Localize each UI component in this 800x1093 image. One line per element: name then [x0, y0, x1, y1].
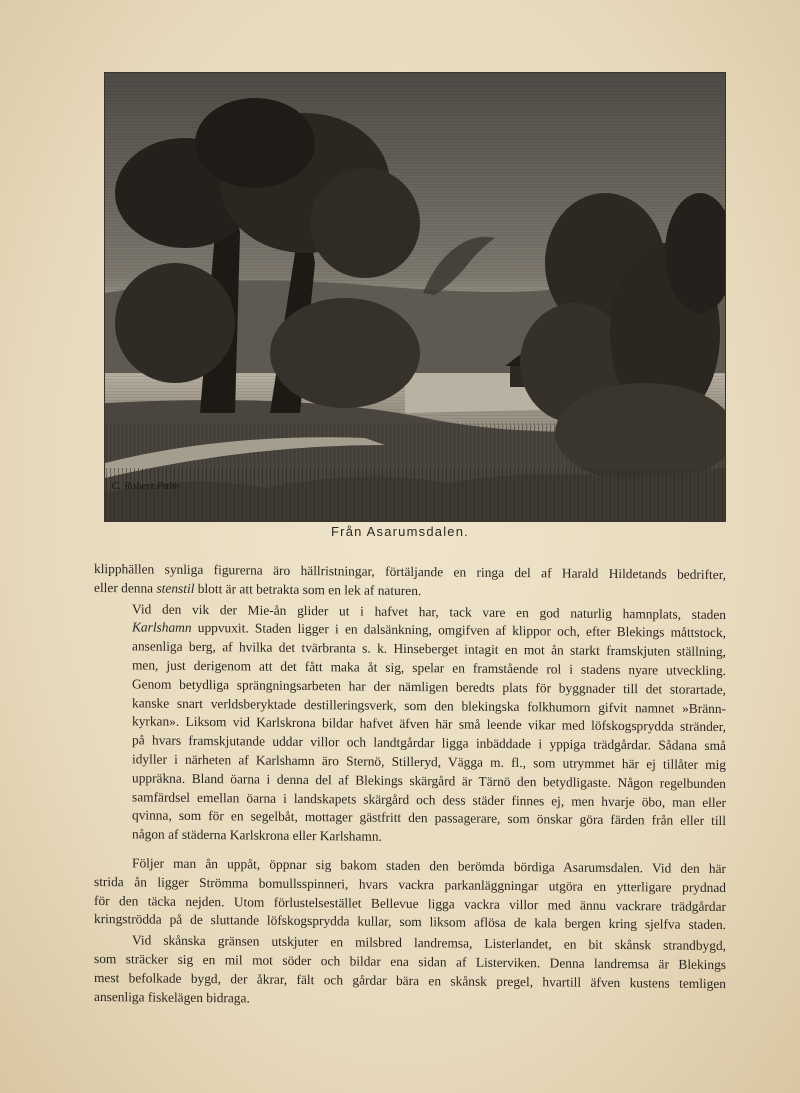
landscape-engraving — [104, 72, 726, 522]
text-line: kringströdda på de sluttande löfskogsprydda kullar, som liksom aflösa de kala bergen kring sjelfva staden. — [94, 911, 726, 933]
text-line: för den täcka nejden. Utom förlustelsestället Bellevue ligga vackra villor med ännu vackrare trädgårdar — [94, 892, 726, 914]
paragraph — [94, 560, 726, 604]
paragraph — [94, 931, 726, 1012]
body-text — [94, 560, 726, 1012]
text-line: kanske snart verldsberyktade destilleringsverk, som den blekingska folkhumorn gifvit namnet »Bränn- — [132, 694, 726, 716]
text-line: ansenliga berg, af hvilka det tvärbranta s. k. Hinseberget intagit en mot ån starkt framskjuten ställning, — [132, 638, 726, 660]
text-line: på hvars framskjutande uddar villor och landtgårdar ligga inbäddade i yppiga trädgårdar. Sådana små — [132, 732, 726, 754]
text-line: mest befolkade bygd, der åkrar, fält och gårdar bära en skånsk pregel, hvartill äfven kustens temligen — [94, 969, 726, 991]
text-line: uppräkna. Bland öarna i denna del af Blekings skärgård är Tärnö den betydligaste. Någon regelbunden — [132, 770, 726, 791]
engraving-svg — [105, 73, 725, 521]
text-line: eller denna stenstil blott är att betrakta som en lek af naturen. — [94, 579, 422, 598]
text-line: någon af städerna Karlskrona eller Karlshamn. — [132, 826, 382, 844]
paragraph — [94, 600, 726, 850]
text-line: Karlshamn uppvuxit. Staden ligger i en dalsänkning, omgifven af klippor och, efter Blekings måttstock, — [132, 619, 726, 641]
text-line: som sträcker sig en mil mot söder och bildar ena sidan af Listerviken. Denna landremsa är Blekings — [94, 950, 726, 973]
text-line: idyller i närheten af Karlshamn äro Sternö, Stilleryd, Vägga m. fl., som utrymmet här ej tillåter mig — [132, 751, 726, 773]
text-line: strida ån ligger Strömma bomullsspinneri, hvars vackra parkanläggningar utgöra en ytterligare prydnad — [94, 873, 726, 895]
text-line: ansenliga fiskelägen bidraga. — [94, 988, 250, 1006]
illustration-caption: Från Asarumsdalen. — [331, 524, 469, 539]
text-line: Vid skånska gränsen utskjuter en milsbred landremsa, Listerlandet, en bit skånsk strandbygd, — [132, 932, 726, 954]
text-line: klipphällen synliga figurerna äro hällristningar, förtäljande en ringa del af Harald Hildetands bedrifter, — [94, 561, 726, 583]
text-line: men, just derigenom att det fått maka åt sig, spelar en framstående rol i stadens nyare utveckling. — [132, 657, 726, 679]
artist-signature: C. Robert Palm — [111, 480, 180, 492]
text-line: samfärdsel emellan öarna i landskapets skärgård och dess städer finnes ej, men hvarje öbo, man eller — [132, 788, 726, 810]
text-line: Genom betydliga sprängningsarbeten har der nämligen beredts plats för byggnader till det storartade, — [132, 676, 726, 697]
text-line: Vid den vik der Mie-ån glider ut i hafvet har, tack vare en god naturlig hamnplats, staden — [132, 600, 726, 622]
text-line: qvinna, som för en segelbåt, mottager gästfritt den passagerare, som önskar göra färden från eller till — [132, 807, 726, 829]
text-line: Följer man ån uppåt, öppnar sig bakom staden den berömda bördiga Asarumsdalen. Vid den här — [132, 855, 726, 877]
paragraph — [94, 854, 726, 935]
text-line: kyrkan». Liksom vid Karlskrona bildar hafvet äfven här små leende vikar med löfskogsprydda stränder, — [132, 713, 726, 735]
